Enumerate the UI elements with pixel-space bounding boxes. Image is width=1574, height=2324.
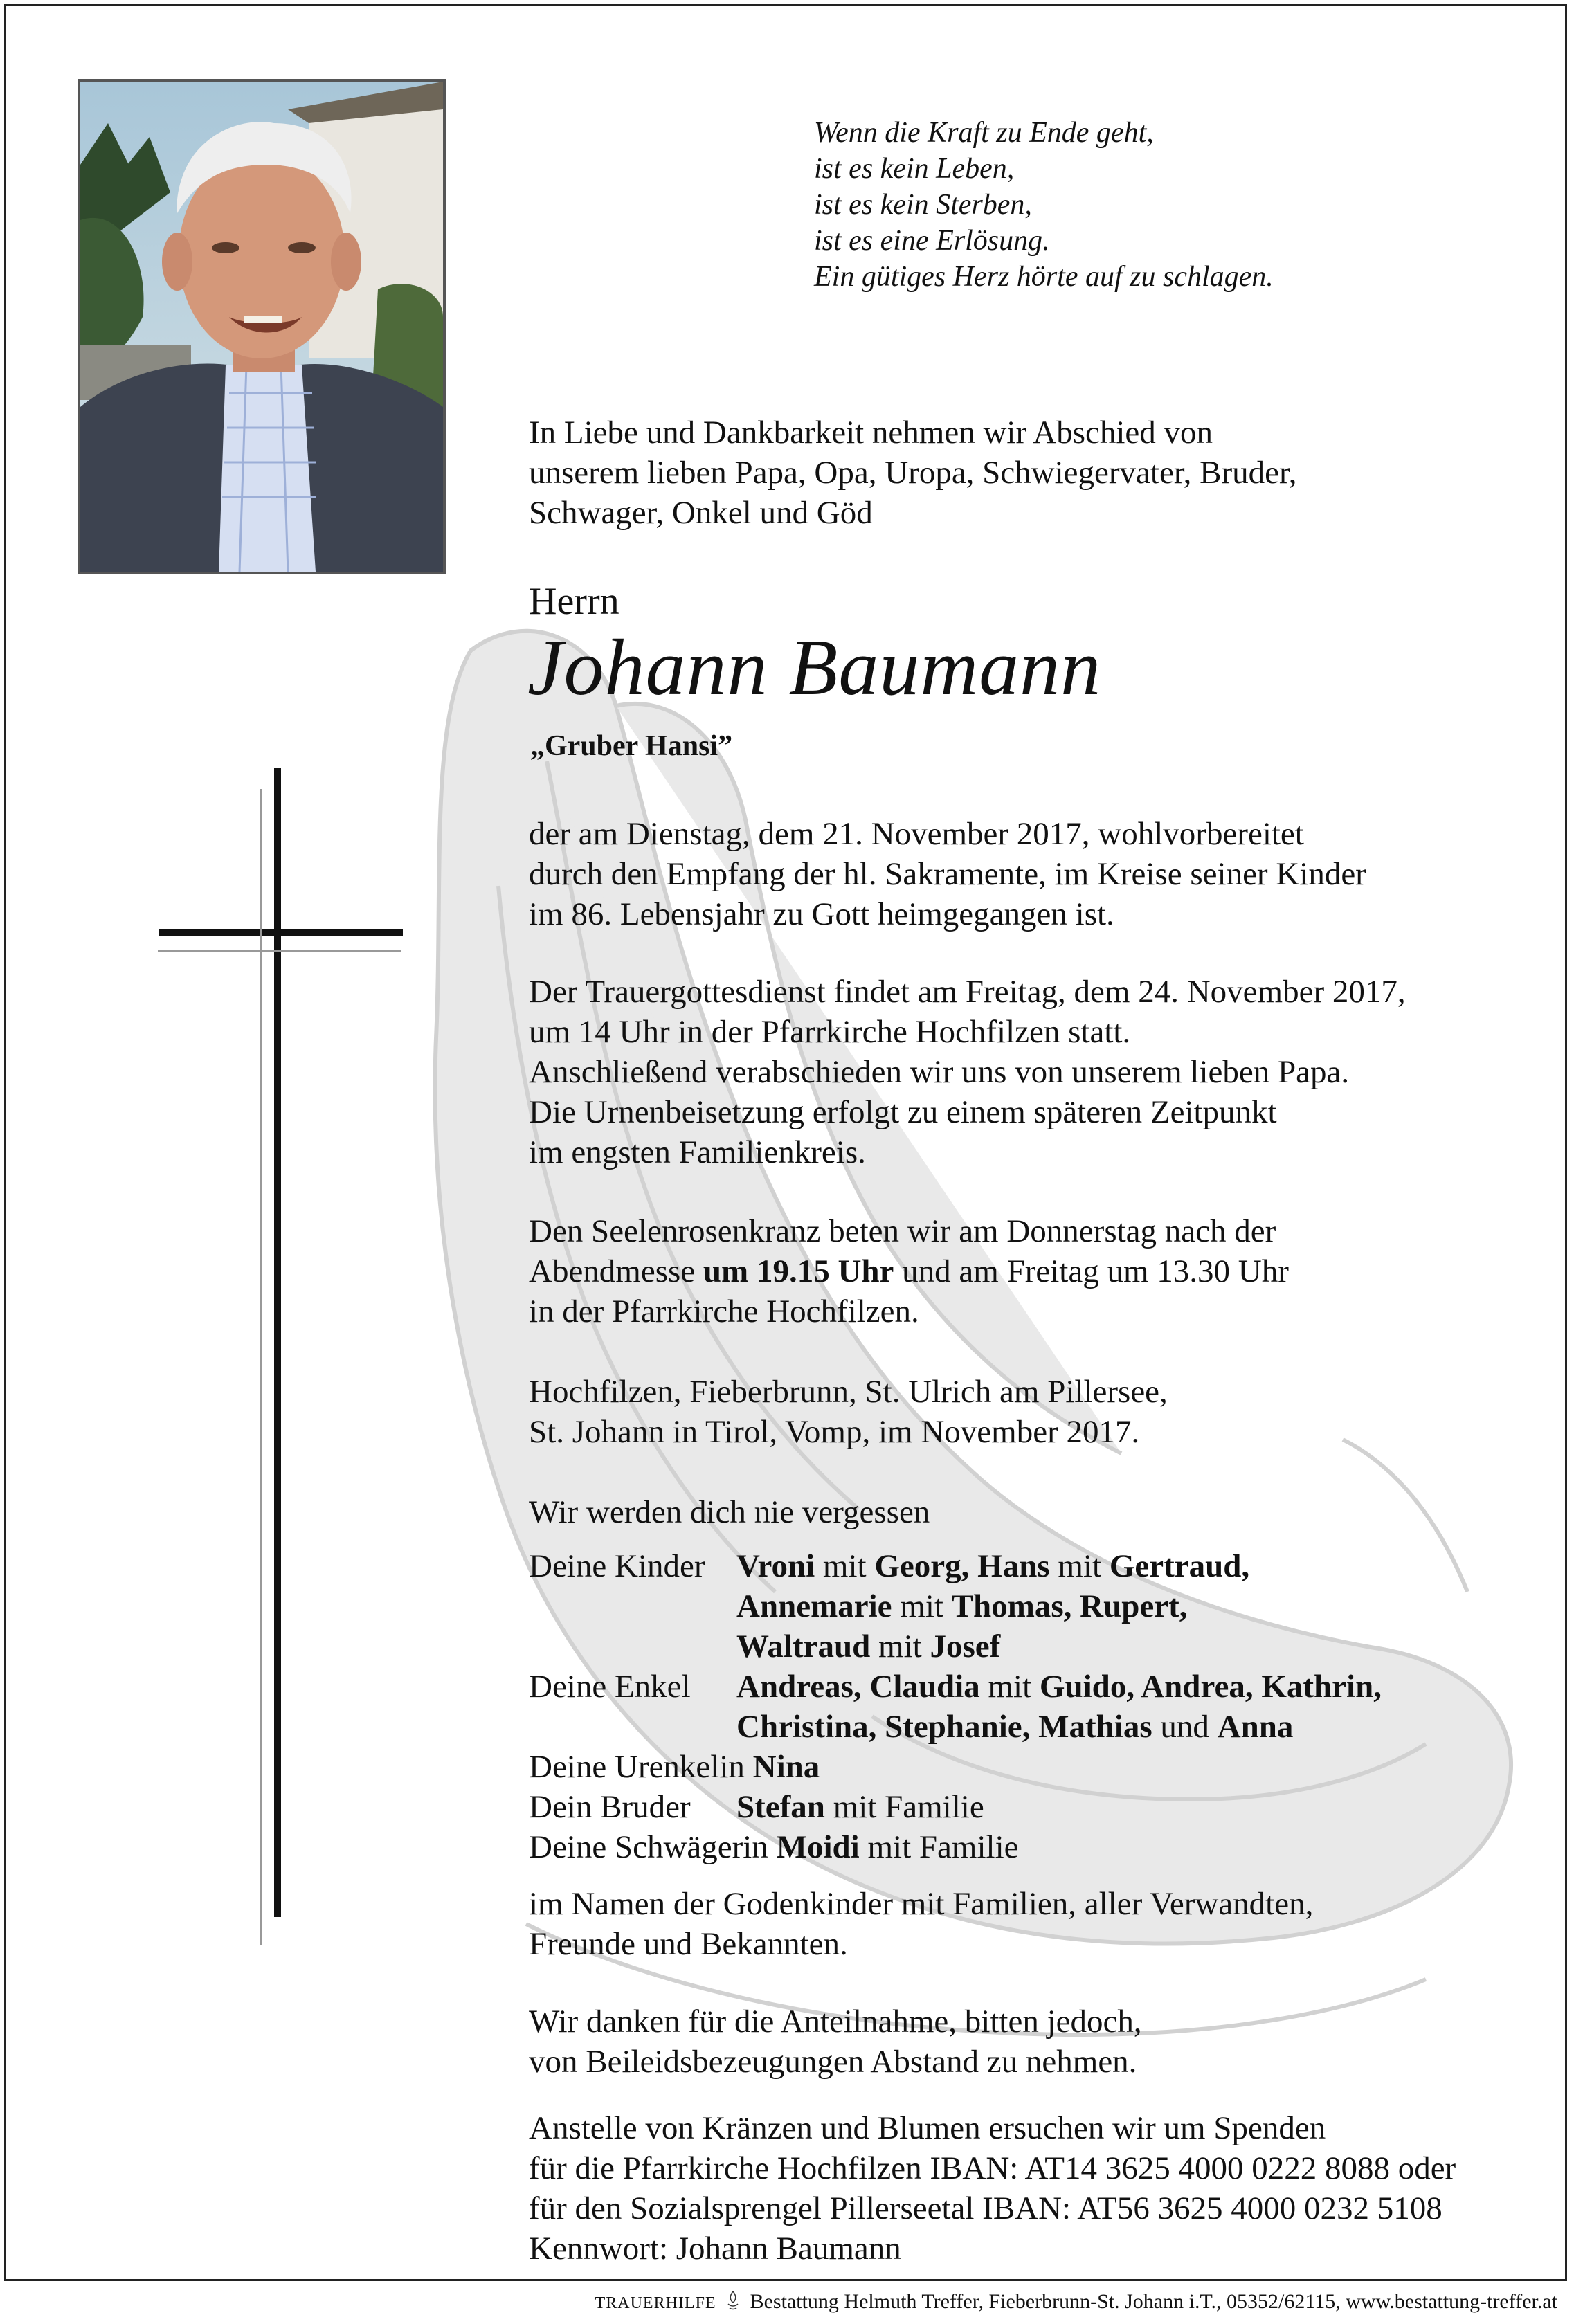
family-name: Stefan [736,1789,825,1825]
family-row [529,1626,1382,1667]
family-names [736,1546,1249,1586]
family-row-urenkel [529,1747,1382,1787]
godchildren-line: Freunde und Bekannten. [529,1926,848,1962]
places-line: Hochfilzen, Fieberbrunn, St. Ulrich am Pillersee, [529,1374,1168,1410]
family-name: Gertraud, [1109,1548,1250,1584]
family-name: Guido, Andrea, Kathrin, [1039,1669,1382,1705]
footer-line [595,2281,1557,2324]
funeral-logo-icon [725,2290,741,2311]
family-connector: mit [892,1588,952,1624]
family-label: Deine Schwägerin [529,1829,777,1865]
family-name: Annemarie [736,1588,892,1624]
nickname: „Gruber Hansi” [530,730,733,762]
family-connector: mit [870,1628,930,1664]
family-name: Andreas, Claudia [736,1669,980,1705]
motto-line: ist es kein Sterben, [814,189,1032,221]
family-row-kinder [529,1546,1382,1586]
family-label-spacer [529,1586,736,1626]
family-name: Waltraud [736,1628,871,1664]
family-connector: mit [815,1548,875,1584]
godchildren-text [529,1884,1313,1964]
family-names [736,1586,1187,1626]
death-line: der am Dienstag, dem 21. November 2017, wohlvorbereitet [529,816,1304,852]
family-rest: mit Familie [824,1789,984,1825]
deceased-name: Johann Baumann [527,624,1102,712]
service-line: im engsten Familienkreis. [529,1134,866,1170]
family-name: Nina [752,1749,820,1785]
godchildren-line: im Namen der Godenkinder mit Familien, aller Verwandten, [529,1886,1314,1922]
rosary-text-a: Abendmesse [529,1253,703,1289]
family-row-enkel [529,1667,1382,1707]
motto-line: Wenn die Kraft zu Ende geht, [814,117,1154,149]
intro-line: In Liebe und Dankbarkeit nehmen wir Abschied von [529,415,1213,451]
family-name: Thomas, Rupert, [951,1588,1188,1624]
family-row [529,1707,1382,1747]
footer-brand: TRAUERHILFE [595,2294,716,2312]
donations-line: Kennwort: Johann Baumann [529,2231,901,2267]
family-name: Vroni [736,1548,815,1584]
service-line: um 14 Uhr in der Pfarrkirche Hochfilzen statt. [529,1014,1131,1050]
donations-line: Anstelle von Kränzen und Blumen ersuchen wir um Spenden [529,2110,1326,2146]
family-label: Deine Kinder [529,1548,705,1584]
places-text [529,1372,1168,1452]
death-line: im 86. Lebensjahr zu Gott heimgegangen ist. [529,896,1114,932]
intro-line: Schwager, Onkel und Göd [529,495,873,531]
donations-line: für den Sozialsprengel Pillerseetal IBAN: AT56 3625 4000 0232 5108 [529,2190,1442,2226]
family-connector: und [1152,1709,1218,1745]
family-names [736,1626,1000,1667]
portrait-image [80,82,443,572]
service-line: Anschließend verabschieden wir uns von unserem lieben Papa. [529,1054,1350,1090]
intro-text [529,412,1296,533]
motto-line: Ein gütiges Herz hörte auf zu schlagen. [814,261,1274,293]
family-names [736,1667,1382,1707]
donations-text [529,2108,1456,2269]
family-rest: mit Familie [859,1829,1019,1865]
service-line: Der Trauergottesdienst findet am Freitag, dem 24. November 2017, [529,974,1406,1010]
places-line: St. Johann in Tirol, Vomp, im November 2017. [529,1414,1140,1450]
family-label-spacer [529,1626,736,1667]
family-connector: mit [1049,1548,1110,1584]
never-forget [529,1492,930,1532]
service-text [529,972,1406,1172]
thanks-line: von Beileidsbezeugungen Abstand zu nehmen. [529,2044,1137,2080]
family-connector: mit [979,1669,1040,1705]
salutation: Herrn [529,580,619,623]
family-label: Dein Bruder [529,1789,691,1825]
thanks-text [529,2001,1142,2082]
family-name: Josef [930,1628,1001,1664]
footer-text: Bestattung Helmuth Treffer, Fieberbrunn-St. Johann i.T., 05352/62115, www.bestattung-treffer.at [750,2290,1557,2313]
motto [814,115,1274,295]
family-row-schwaegerin [529,1827,1382,1867]
rosary-text [529,1211,1289,1332]
family-label: Deine Enkel [529,1669,691,1705]
family-label-spacer [529,1707,736,1747]
family-list [529,1546,1382,1867]
donations-line: für die Pfarrkirche Hochfilzen IBAN: AT14 3625 4000 0222 8088 oder [529,2150,1456,2186]
motto-line: ist es kein Leben, [814,153,1015,185]
never-forget-line: Wir werden dich nie vergessen [529,1494,930,1530]
family-row [529,1586,1382,1626]
family-name: Moidi [776,1829,860,1865]
portrait-photo [78,79,446,574]
footer [0,2281,1574,2323]
rosary-time: um 19.15 Uhr [703,1253,894,1289]
cross-icon [152,768,415,1945]
family-name: Georg, Hans [874,1548,1050,1584]
intro-line: unserem lieben Papa, Opa, Uropa, Schwiegervater, Bruder, [529,455,1297,491]
family-names [736,1707,1293,1747]
death-text [529,814,1366,934]
rosary-line [529,1251,1289,1291]
service-line: Die Urnenbeisetzung erfolgt zu einem späteren Zeitpunkt [529,1094,1277,1130]
family-row-bruder [529,1787,1382,1827]
family-names [736,1787,984,1827]
death-line: durch den Empfang der hl. Sakramente, im Kreise seiner Kinder [529,856,1366,892]
family-label: Deine Urenkelin [529,1749,753,1785]
family-name: Anna [1217,1709,1294,1745]
motto-line: ist es eine Erlösung. [814,225,1050,257]
rosary-line: Den Seelenrosenkranz beten wir am Donnerstag nach der [529,1213,1276,1249]
thanks-line: Wir danken für die Anteilnahme, bitten jedoch, [529,2004,1142,2040]
rosary-line: in der Pfarrkirche Hochfilzen. [529,1293,919,1329]
rosary-text-c: und am Freitag um 13.30 Uhr [894,1253,1289,1289]
family-name: Christina, Stephanie, Mathias [736,1709,1152,1745]
